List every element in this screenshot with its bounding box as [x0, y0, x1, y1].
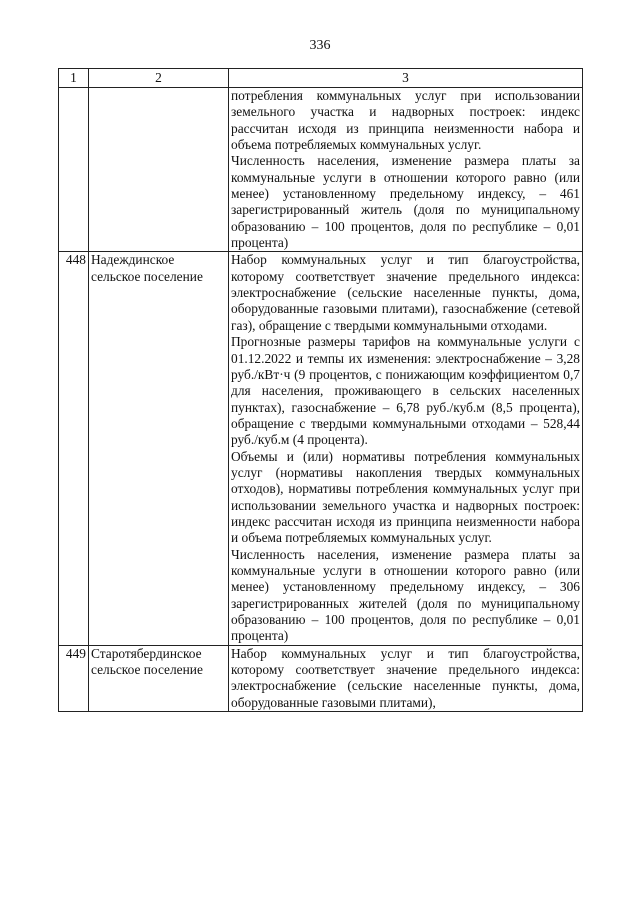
page-number: 336 — [309, 38, 331, 53]
row-number: 449 — [59, 645, 89, 711]
table-row — [59, 252, 583, 645]
description-paragraph: Численность населения, изменение размера платы за коммунальные услуги в отношении которого равно (или менее) установленному предельному индексу, – 306 зарегистрированных жителей (доля по муниципальному образованию – 100 процентов, доля по республике – 0,01 процента) — [231, 546, 580, 644]
index-description — [229, 645, 583, 711]
description-paragraph: Объемы и (или) нормативы потребления коммунальных услуг (нормативы накопления твердых коммунальных отходов), нормативы потребления коммунальных услуг при использовании земельного участка и надворных построек: индекс рассчитан исходя из принципа неизменности набора и объема потребляемых коммунальных услуг. — [231, 448, 580, 546]
table-row — [59, 88, 583, 252]
column-header: 1 — [59, 69, 89, 88]
index-description — [229, 88, 583, 252]
table-row — [59, 645, 583, 711]
description-paragraph: потребления коммунальных услуг при использовании земельного участка и надворных построек: индекс рассчитан исходя из принципа неизменности набора и объема потребляемых коммунальных услуг. — [231, 88, 580, 153]
settlement-name — [89, 88, 229, 252]
index-table — [58, 68, 583, 712]
column-header: 2 — [89, 69, 229, 88]
row-number — [59, 88, 89, 252]
description-paragraph: Набор коммунальных услуг и тип благоустройства, которому соответствует значение предельного индекса: электроснабжение (сельские населенные пункты, дома, оборудованные газовыми плитами), газоснабжение (сетевой газ), обращение с твердыми коммунальными отходами. — [231, 252, 580, 333]
column-header: 3 — [229, 69, 583, 88]
settlement-name: Надеждинское сельское поселение — [89, 252, 229, 645]
description-paragraph: Набор коммунальных услуг и тип благоустройства, которому соответствует значение предельного индекса: электроснабжение (сельские населенные пункты, дома, оборудованные газовыми плитами), — [231, 645, 580, 710]
table-header-row — [59, 69, 583, 88]
index-description — [229, 252, 583, 645]
settlement-name: Старотябердинское сельское поселение — [89, 645, 229, 711]
row-number: 448 — [59, 252, 89, 645]
description-paragraph: Численность населения, изменение размера платы за коммунальные услуги в отношении которого равно (или менее) установленному предельному индексу, – 461 зарегистрированный житель (доля по муниципальному образованию – 100 процентов, доля по республике – 0,01 процента) — [231, 153, 580, 251]
description-paragraph: Прогнозные размеры тарифов на коммунальные услуги с 01.12.2022 и темпы их изменения: электроснабжение – 3,28 руб./кВт·ч (9 процентов, с понижающим коэффициентом 0,7 для населения, проживающего в сельских населенных пунктах), газоснабжение – 6,78 руб./куб.м (8,5 процента), обращение с твердыми коммунальными отходами – 528,44 руб./куб.м (4 процента). — [231, 334, 580, 448]
